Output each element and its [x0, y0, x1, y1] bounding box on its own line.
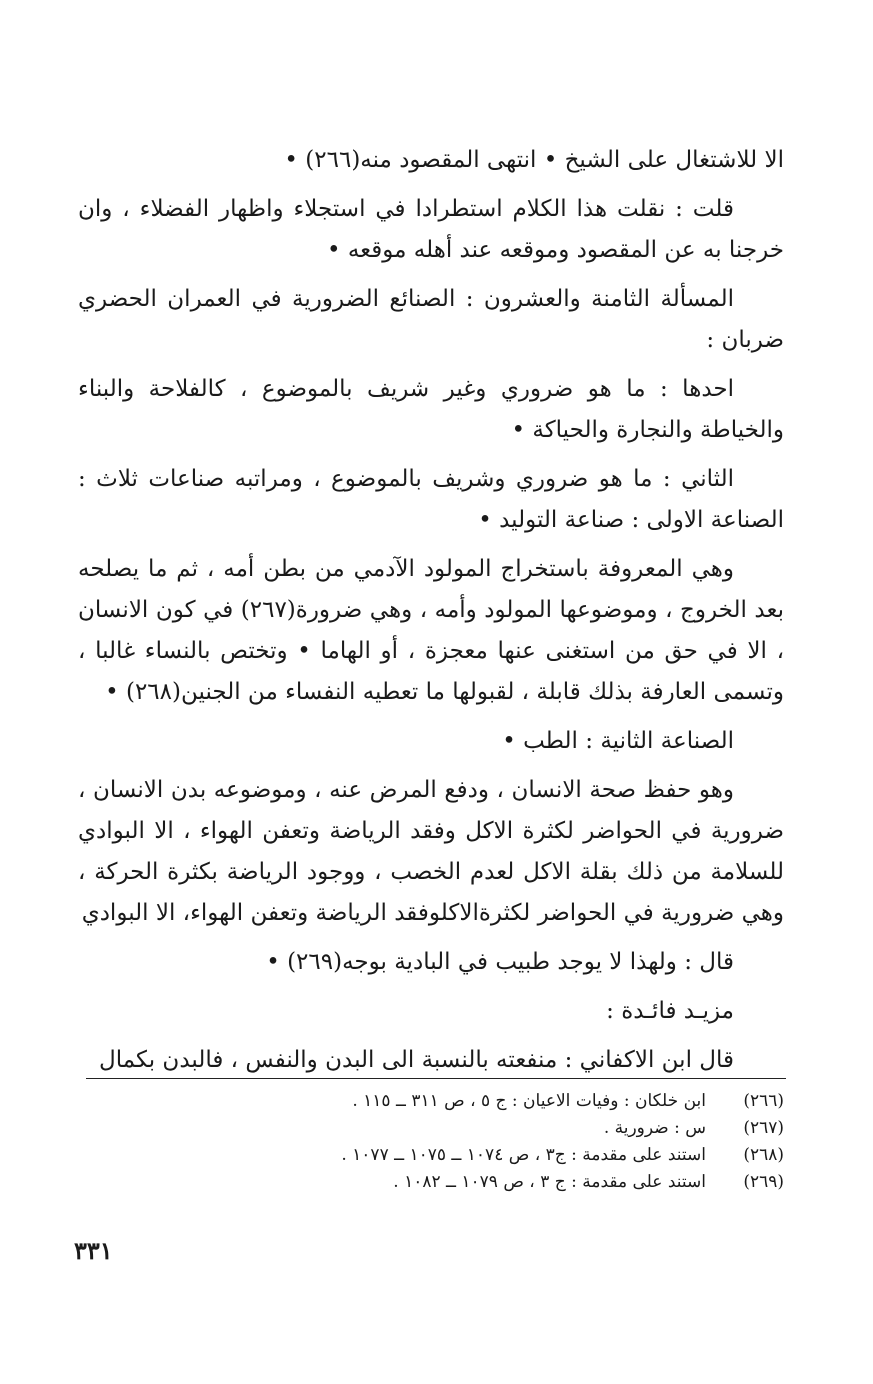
paragraph: مزيـد فائـدة :	[606, 998, 734, 1024]
footnote-number: (٢٦٨)	[743, 1145, 784, 1165]
paragraph: المسألة الثامنة والعشرون : الصنائع الضرورية في العمران الحضري ضربان :	[78, 286, 784, 353]
paragraph: قال ابن الاكفاني : منفعته بالنسبة الى البدن والنفس ، فالبدن بكمال	[99, 1047, 734, 1073]
paragraph: الصناعة الثانية : الطب •	[502, 728, 734, 754]
paragraph: الا للاشتغال على الشيخ • انتهى المقصود منه(٢٦٦) •	[284, 147, 784, 173]
footnote-text: استند على مقدمة : ج٣ ، ص ١٠٧٤ ــ ١٠٧٥ ــ ١٠٧٧ .	[341, 1145, 706, 1165]
paragraph: قلت : نقلت هذا الكلام استطرادا في استجلاء واظهار الفضلاء ، وان خرجنا به عن المقصود وموقعه عند أهله موقعه •	[78, 196, 784, 263]
footnote-text: س : ضرورية .	[603, 1118, 706, 1138]
footnote-number: (٢٦٧)	[743, 1118, 784, 1138]
paragraph: وهي المعروفة باستخراج المولود الآدمي من بطن أمه ، ثم ما يصلحه بعد الخروج ، وموضوعها المولود وأمه ، وهي ضرورة(٢٦٧) في كون الانسان ، الا في حق من استغنى عنها معجزة ، أو الهاما • وتختص بالنساء غالبا ، وتسمى العارفة بذلك قابلة ، لقبولها ما تعطيه النفساء من الجنين(٢٦٨) •	[78, 556, 784, 705]
footnote	[80, 1169, 784, 1196]
main-text	[78, 140, 784, 1089]
footnote-number: (٢٦٦)	[743, 1091, 784, 1111]
footnote	[80, 1088, 784, 1115]
paragraph: الثاني : ما هو ضروري وشريف بالموضوع ، ومراتبه صناعات ثلاث : الصناعة الاولى : صناعة التوليد •	[78, 466, 784, 533]
paragraph: قال : ولهذا لا يوجد طبيب في البادية بوجه(٢٦٩) •	[266, 949, 734, 975]
footnote-text: استند على مقدمة : ج ٣ ، ص ١٠٧٩ ــ ١٠٨٢ .	[393, 1172, 706, 1192]
page-number: ٣٣١	[74, 1236, 113, 1265]
footnote-text: ابن خلكان : وفيات الاعيان : ج ٥ ، ص ٣١١ ــ ١١٥ .	[352, 1091, 706, 1111]
footnote	[80, 1115, 784, 1142]
footnotes	[80, 1088, 784, 1196]
paragraph: وهو حفظ صحة الانسان ، ودفع المرض عنه ، وموضوعه بدن الانسان ، ضرورية في الحواضر لكثرة الاكل وفقد الرياضة وتعفن الهواء ، الا البوادي للسلامة من ذلك بقلة الاكل لعدم الخصب ، ووجود الرياضة بكثرة الحركة ، وهي ضرورية في الحواضر لكثرةالاكلوفقد الرياضة وتعفن الهواء، الا البوادي	[78, 777, 784, 926]
footnote	[80, 1142, 784, 1169]
paragraph: احدها : ما هو ضروري وغير شريف بالموضوع ، كالفلاحة والبناء والخياطة والنجارة والحياكة •	[78, 376, 784, 443]
footnote-divider	[86, 1078, 786, 1079]
footnote-number: (٢٦٩)	[743, 1172, 784, 1192]
